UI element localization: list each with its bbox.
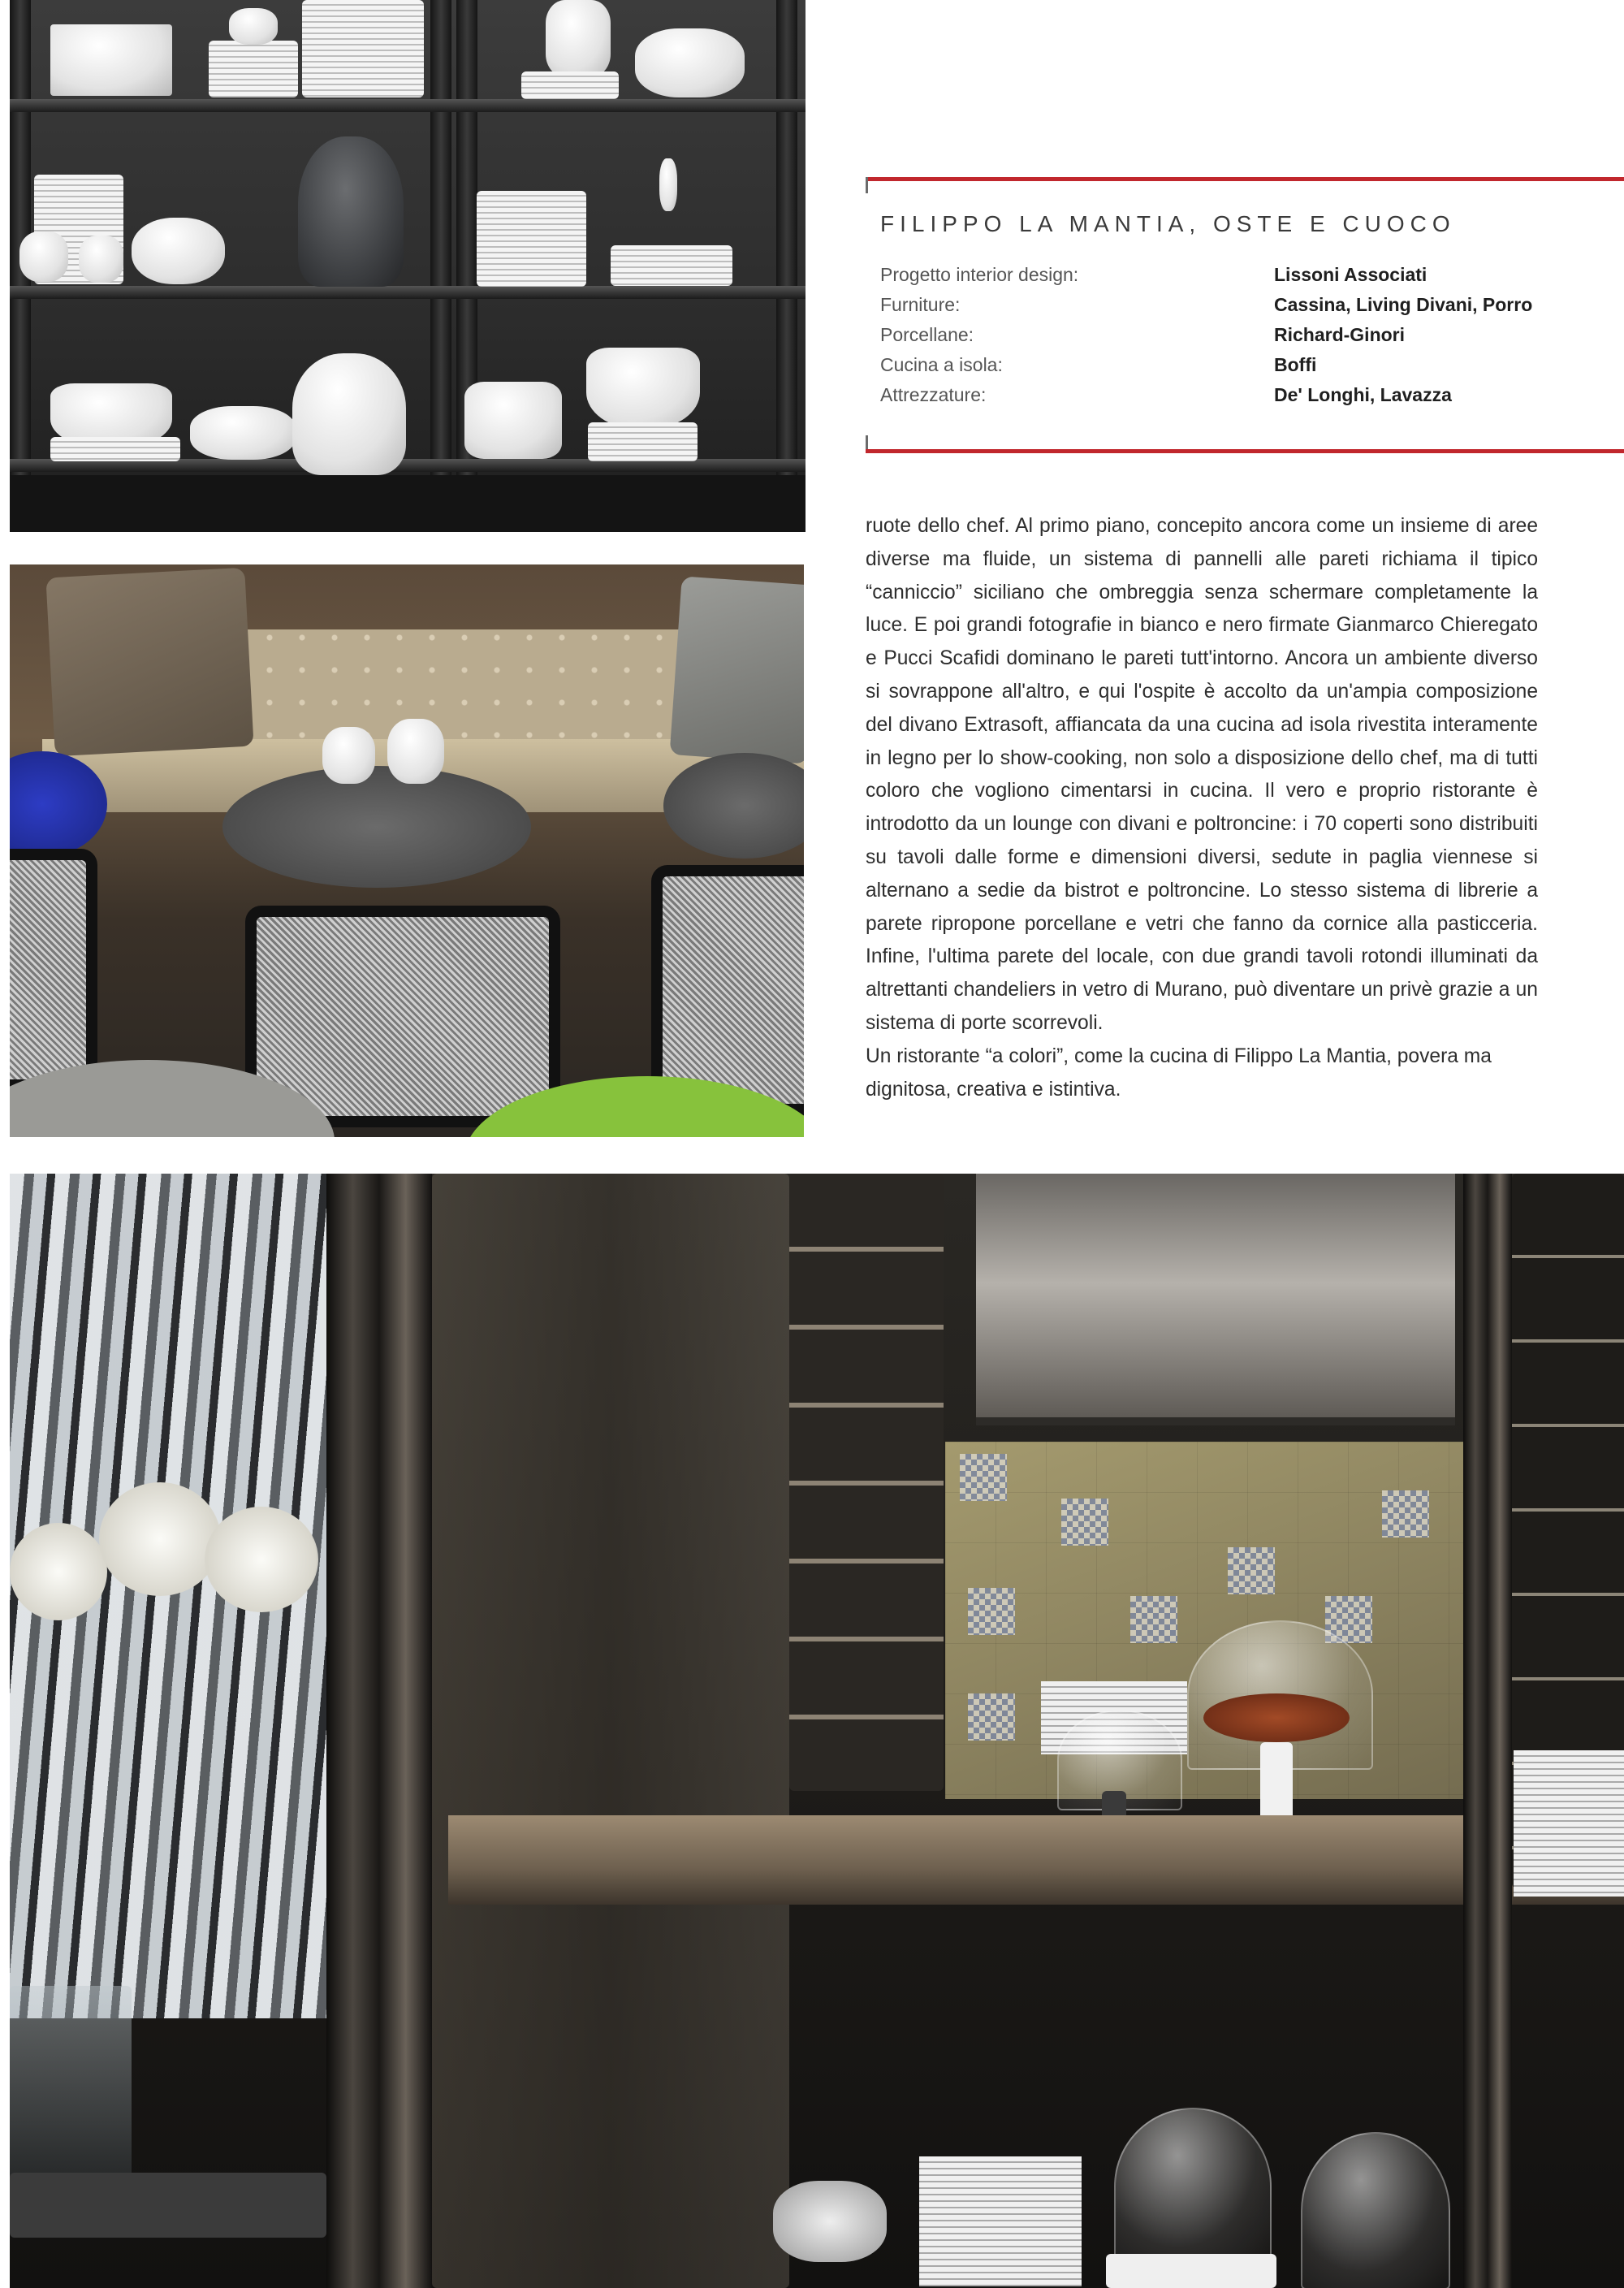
credits-list xyxy=(880,260,1611,410)
glass-cake-dome xyxy=(1114,2108,1272,2265)
dark-table xyxy=(10,2173,326,2238)
round-table xyxy=(222,766,531,888)
cushion xyxy=(670,576,804,763)
pattern-tile xyxy=(968,1588,1015,1635)
shelf-upright xyxy=(430,0,451,532)
bottle-shelving xyxy=(789,1174,944,1791)
teacup-stack xyxy=(387,719,444,784)
credits-top-tick xyxy=(866,177,868,193)
photo-porcelain-shelves xyxy=(10,0,806,532)
credit-value: Lissoni Associati xyxy=(1274,264,1427,285)
vienna-straw-chair xyxy=(10,849,97,1091)
pattern-tile xyxy=(1228,1547,1275,1594)
plate-stack xyxy=(588,422,698,461)
figurine xyxy=(659,158,677,211)
decorated-bowl xyxy=(773,2181,887,2262)
teapot xyxy=(19,231,68,282)
credit-label: Attrezzature: xyxy=(880,384,987,405)
credit-label: Furniture: xyxy=(880,294,961,315)
credit-row xyxy=(880,380,1611,410)
cake-stand xyxy=(1106,2254,1276,2288)
article-paragraph: ruote dello chef. Al primo piano, concepito ancora come un insieme di aree diverse ma fluide, un sistema di pannelli alle pareti richiama il tipico “canniccio” siciliano che ombreggia senza schermare completamente la luce. E poi grandi fotografie in bianco e nero firmate Gianmarco Chieregato e Pucci Scafidi dominano le pareti tutt'intorno. Ancora un ambiente diverso si sovrappone all'altro, e qui l'ospite è accolto da un'ampia composizione del divano Extrasoft, affiancata da una cucina ad isola rivestita interamente in legno per lo show-cooking, non solo a disposizione dello chef, ma di tutti coloro che vogliono cimentarsi in cucina. Il vero e proprio ristorante è introdotto da un lounge con divani e poltroncine: i 70 coperti sono distribuiti su tavoli dalle forme e dimensioni diversi, sedute in paglia viennese si alternano a sedie da bistrot e poltroncine. Lo stesso sistema di librerie a parete ripropone porcellane e vetri che fanno da cornice alla pasticceria. Infine, l'ultima parete del locale, con due grandi tavoli rotondi illuminati da altrettanti chandeliers in vetro di Murano, può diventare un privè grazie a un sistema di porte scorrevoli. xyxy=(866,515,1538,1034)
cake-stand xyxy=(611,245,732,286)
shelf-board xyxy=(10,286,806,299)
cushion xyxy=(45,568,253,757)
plate-stack xyxy=(302,0,424,97)
soup-tureen xyxy=(635,28,745,97)
flower xyxy=(10,1523,107,1620)
plate-stack xyxy=(477,191,586,287)
photo-kitchen-pastry-counter xyxy=(10,1174,1624,2288)
credits-box xyxy=(866,177,1624,459)
credits-bottom-rule xyxy=(866,449,1624,453)
pattern-tile xyxy=(1382,1490,1429,1538)
glass-sliding-door xyxy=(432,1174,789,2288)
pattern-tile xyxy=(968,1693,1015,1741)
shelf-upright xyxy=(776,0,797,532)
plate-stack xyxy=(521,71,619,99)
marble-counter xyxy=(448,1815,1624,1905)
article-closing-paragraph: Un ristorante “a colori”, come la cucina di Filippo La Mantia, povera ma dignitosa, creativa e istintiva. xyxy=(866,1045,1492,1101)
credit-label: Cucina a isola: xyxy=(880,354,1003,375)
shelf-base xyxy=(10,475,806,532)
teapot xyxy=(132,218,225,284)
credit-label: Progetto interior design: xyxy=(880,264,1079,285)
white-crate xyxy=(50,24,172,96)
creamer xyxy=(79,236,123,283)
glass-door-frame xyxy=(326,1174,432,2288)
plate-stack xyxy=(1514,1750,1624,1897)
pattern-tile xyxy=(1130,1596,1177,1643)
credit-row xyxy=(880,320,1611,350)
flower xyxy=(205,1507,318,1612)
teacup xyxy=(229,8,278,45)
pattern-tile xyxy=(1061,1499,1108,1546)
credits-top-rule xyxy=(866,177,1624,181)
moor-head-vase-dark xyxy=(298,136,404,287)
moor-head-vase-white xyxy=(292,353,406,475)
plate-stack xyxy=(919,2156,1082,2286)
bowl-stack xyxy=(586,348,700,429)
credit-row xyxy=(880,350,1611,380)
bowl-stack xyxy=(190,406,296,460)
steel-hood-cabinet xyxy=(976,1174,1455,1425)
article-body xyxy=(866,510,1538,1106)
plate-stack xyxy=(209,41,298,97)
glass-door-frame xyxy=(1463,1174,1512,2288)
plate-stack xyxy=(50,437,180,461)
pastries xyxy=(1203,1693,1350,1742)
pattern-tile xyxy=(960,1454,1007,1501)
glass-vase xyxy=(10,1986,132,2181)
credit-row xyxy=(880,260,1611,290)
credit-label: Porcellane: xyxy=(880,324,974,345)
credit-value: Richard-Ginori xyxy=(1274,324,1406,345)
credit-value: Boffi xyxy=(1274,354,1317,375)
credit-value: De' Longhi, Lavazza xyxy=(1274,384,1452,405)
photo-lounge xyxy=(10,564,804,1137)
pitcher xyxy=(322,727,375,784)
shelf-board xyxy=(10,99,806,112)
porcelain-vase xyxy=(546,0,611,77)
credits-title: FILIPPO LA MANTIA, OSTE E CUOCO xyxy=(880,211,1456,236)
cup-stack xyxy=(464,382,562,459)
flower xyxy=(99,1482,221,1596)
glass-cake-dome xyxy=(1301,2132,1450,2288)
credit-value: Cassina, Living Divani, Porro xyxy=(1274,294,1533,315)
credit-row xyxy=(880,290,1611,320)
